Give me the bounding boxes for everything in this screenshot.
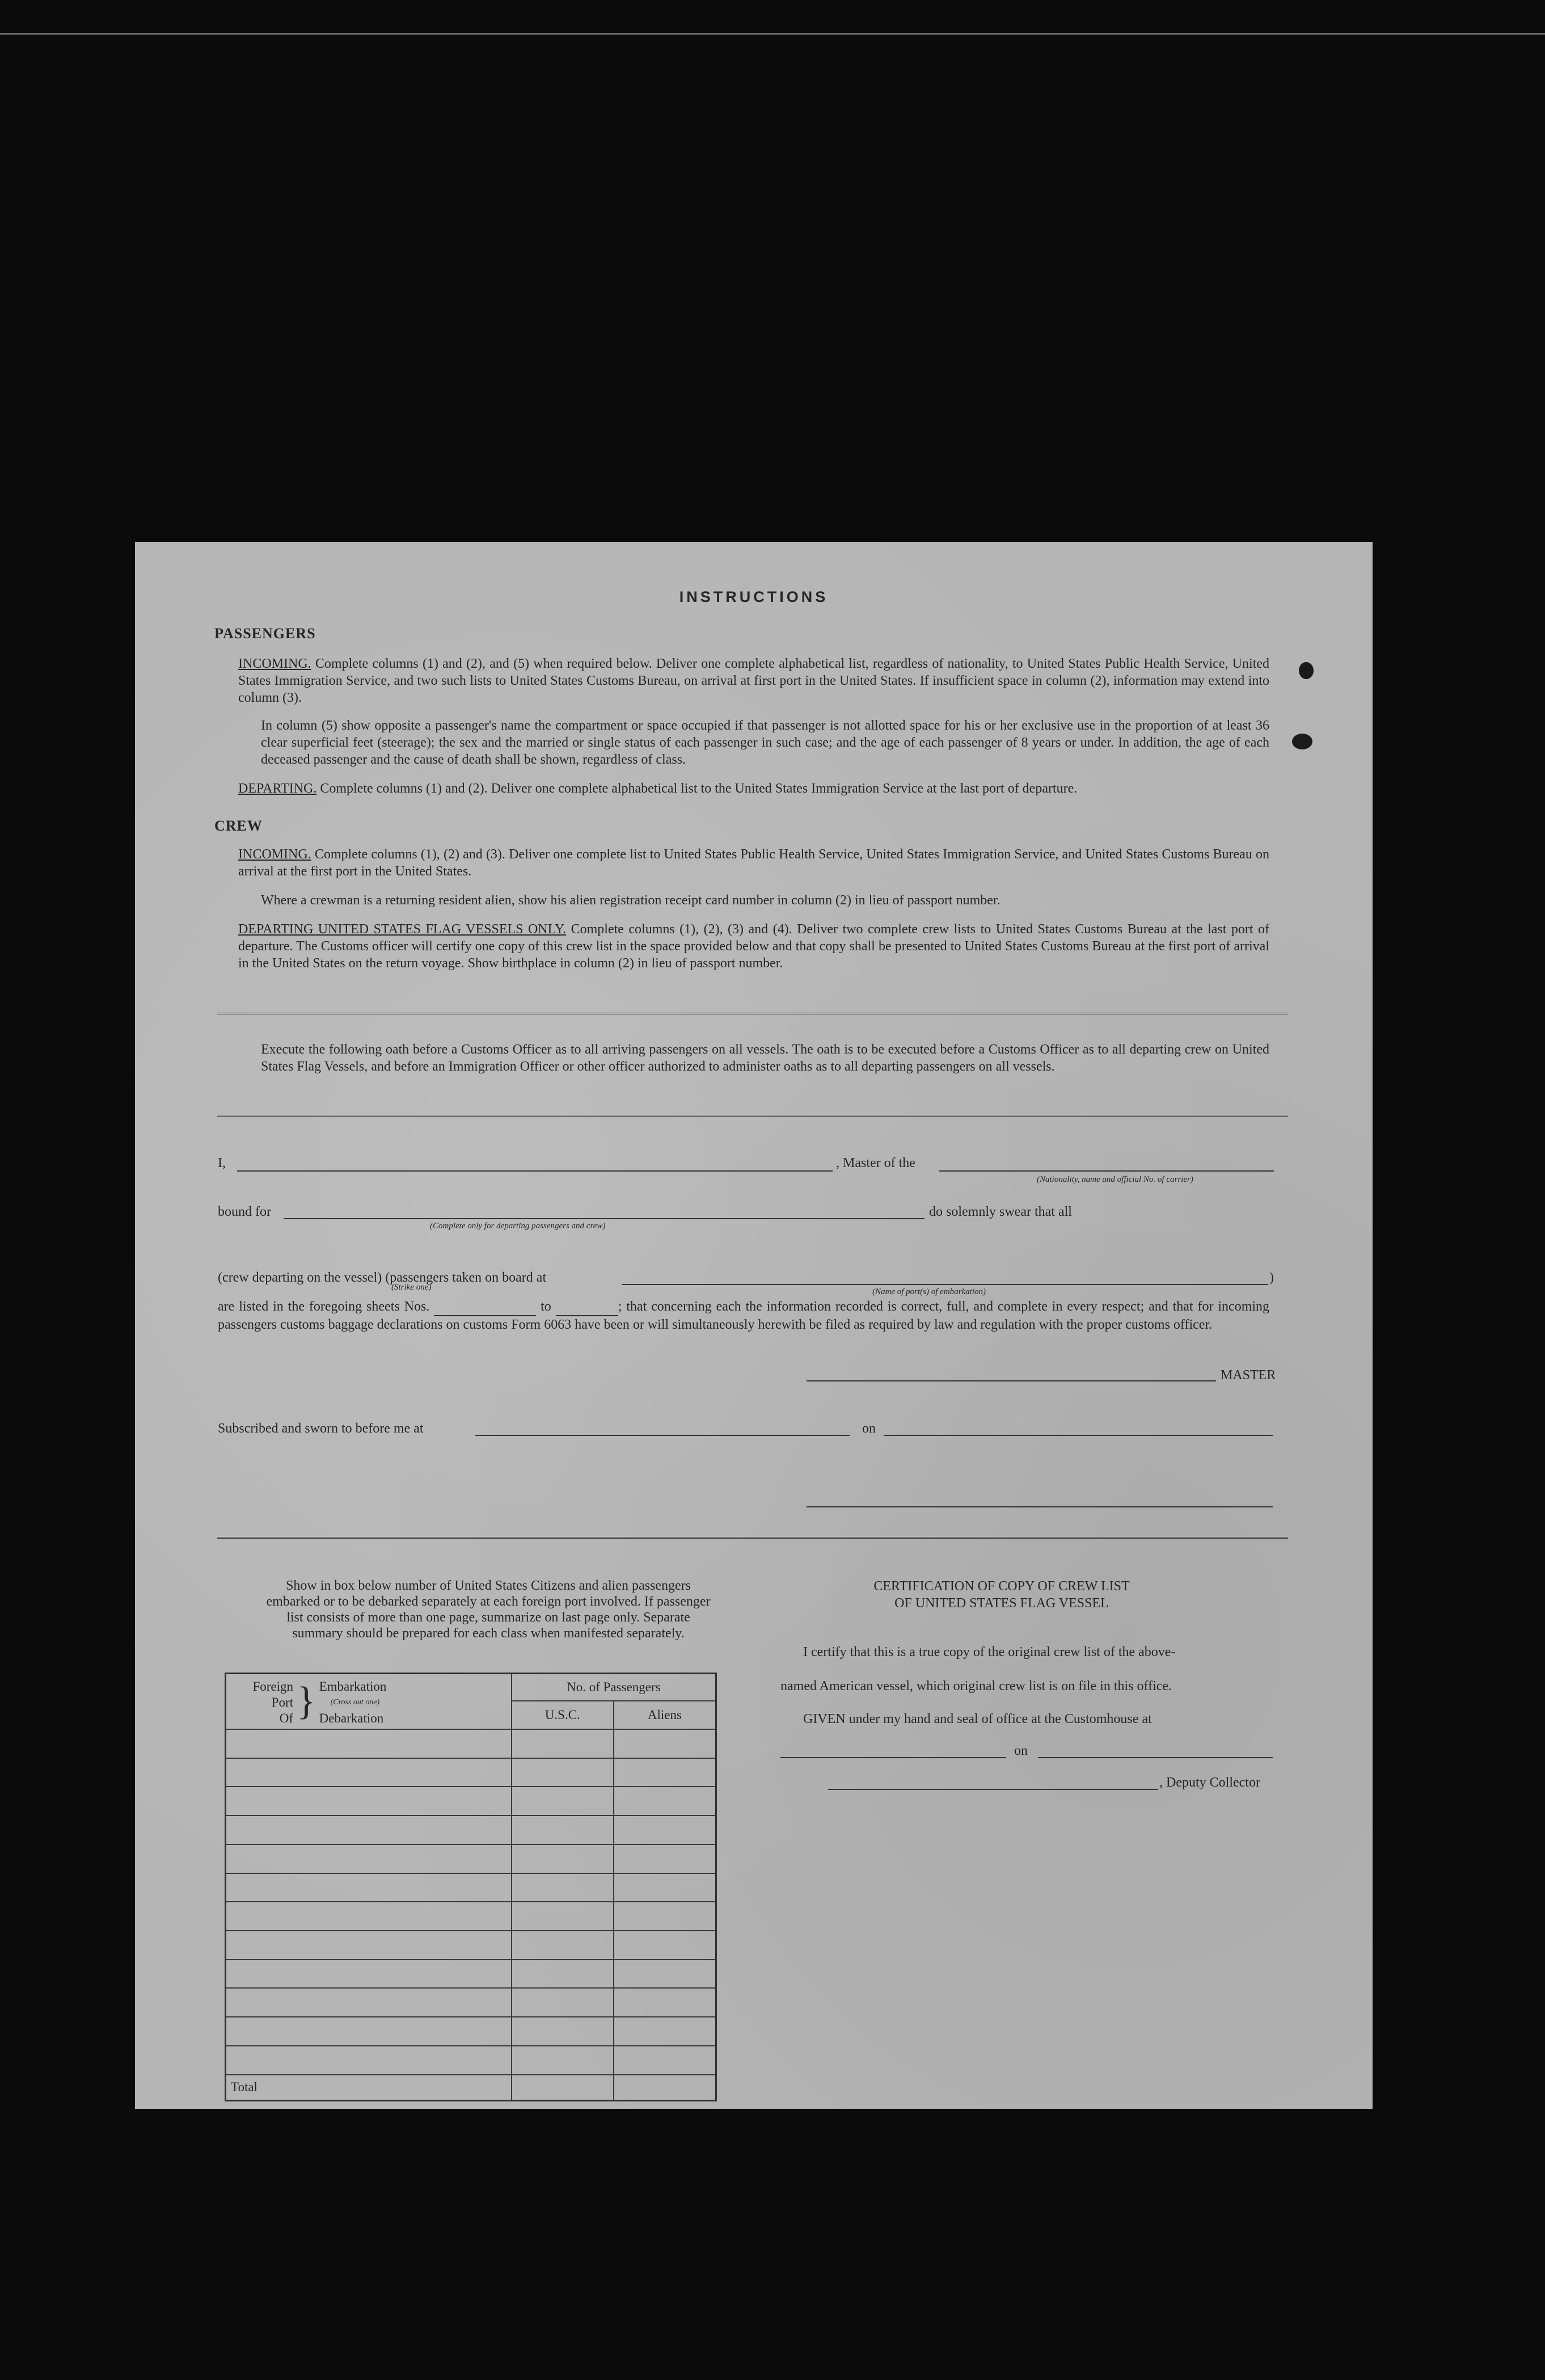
foreign-label: Foreign bbox=[252, 1679, 293, 1694]
cert-on-label: on bbox=[1014, 1743, 1028, 1758]
total-label: Total bbox=[226, 2075, 512, 2101]
bound-for-field[interactable] bbox=[284, 1218, 925, 1219]
summary-row[interactable] bbox=[226, 1787, 716, 1815]
brace-icon: } bbox=[297, 1679, 316, 1723]
port-label: Port bbox=[271, 1695, 293, 1709]
passengers-incoming-text: Complete columns (1) and (2), and (5) when required below. Deliver one complete alphabetical list, regardless of nationality, to United States Public Health Service, United States Immigration Service, and two such lists to United States Customs Bureau, on arrival at first port in the United States. If insufficient space in column (2), information may extend into column (3). bbox=[238, 656, 1270, 705]
ink-spot bbox=[1292, 734, 1312, 749]
summary-row[interactable] bbox=[226, 1902, 716, 1931]
subscribed-place-field[interactable] bbox=[475, 1435, 850, 1436]
master-label: MASTER bbox=[1221, 1368, 1276, 1383]
passengers-departing-label: DEPARTING. bbox=[238, 781, 317, 796]
certification-title-line2: OF UNITED STATES FLAG VESSEL bbox=[894, 1596, 1109, 1611]
oath-instruction: Execute the following oath before a Customs Officer as to all arriving passengers on all vessels. The oath is to be executed before a Customs Officer as to all departing crew on United States Flag Vessels, and before an Immigration Officer or other officer authorized to administer oaths as to all departing passengers on all vessels. bbox=[261, 1042, 1269, 1074]
ink-spot bbox=[1299, 662, 1314, 679]
port-header-cell bbox=[226, 1674, 512, 1730]
swear-label: do solemnly swear that all bbox=[929, 1204, 1072, 1219]
summary-row[interactable] bbox=[226, 2046, 716, 2075]
debarkation-label[interactable]: Debarkation bbox=[319, 1711, 384, 1725]
passengers-title: PASSENGERS bbox=[214, 625, 316, 642]
foreign-port-of bbox=[231, 1679, 293, 1726]
crew-resident-alien-text: Where a crewman is a returning resident alien, show his alien registration receipt card number in column (2) in lieu of passport number. bbox=[261, 893, 1001, 908]
carrier-caption: (Nationality, name and official No. of carrier) bbox=[1037, 1175, 1193, 1184]
crew-title: CREW bbox=[214, 818, 263, 834]
summary-row[interactable] bbox=[226, 1931, 716, 1960]
listed-prefix: are listed in the foregoing sheets Nos. bbox=[218, 1299, 430, 1314]
officer-signature-field[interactable] bbox=[807, 1506, 1273, 1507]
divider-rule bbox=[217, 1013, 1288, 1014]
passengers-departing-text: Complete columns (1) and (2). Deliver one complete alphabetical list to the United States Immigration Service at the last port of departure. bbox=[320, 781, 1078, 796]
summary-row[interactable] bbox=[226, 2017, 716, 2046]
subscribed-date-field[interactable] bbox=[884, 1435, 1273, 1436]
crew-flag-vessels bbox=[238, 921, 1269, 972]
bound-for-caption: (Complete only for departing passengers and crew) bbox=[430, 1221, 606, 1231]
total-aliens-cell[interactable] bbox=[614, 2075, 716, 2101]
total-usc-cell[interactable] bbox=[512, 2075, 614, 2101]
summary-header-row bbox=[226, 1674, 716, 1730]
crew-passengers-label: (crew departing on the vessel) (passengers taken on board at bbox=[218, 1270, 547, 1285]
given-line: GIVEN under my hand and seal of office at the Customhouse at bbox=[803, 1712, 1152, 1726]
summary-instruction: Show in box below number of United States Citizens and alien passengers embarked or to be debarked separately at each foreign port involved. If passenger list consists of more than one page, summarize on last page only. Separate summary should be prepared for each class when manifested separately. bbox=[266, 1578, 711, 1641]
embarkation-ports-field[interactable] bbox=[622, 1284, 1268, 1285]
passengers-column5-text: In column (5) show opposite a passenger's name the compartment or space occupied if that passenger is not allotted space for his or her exclusive use in the proportion of at least 36 clear superficial feet (steerage); the sex and the married or single status of each passenger in such case; and the age of each passenger of 8 years or under. In addition, the age of each deceased passenger and the cause of death shall be shown, regardless of class. bbox=[261, 718, 1269, 767]
strike-caption: (Strike one) bbox=[391, 1283, 432, 1292]
master-of-label: , Master of the bbox=[836, 1156, 915, 1170]
cert-date-field[interactable] bbox=[1038, 1757, 1273, 1758]
sheet-from-field[interactable] bbox=[434, 1298, 536, 1316]
master-signature-field[interactable] bbox=[807, 1380, 1216, 1381]
divider-rule bbox=[217, 1537, 1288, 1539]
aliens-label: Aliens bbox=[647, 1708, 682, 1722]
listed-to: to bbox=[541, 1299, 551, 1314]
summary-row[interactable] bbox=[226, 1815, 716, 1844]
passenger-summary-table bbox=[225, 1673, 717, 2101]
passengers-incoming bbox=[238, 655, 1269, 706]
usc-label: U.S.C. bbox=[512, 1701, 614, 1729]
crew-incoming-label: INCOMING. bbox=[238, 847, 311, 862]
film-edge-line bbox=[0, 33, 1545, 35]
master-name-field[interactable] bbox=[237, 1170, 833, 1172]
summary-total-row bbox=[226, 2075, 716, 2101]
carrier-field[interactable] bbox=[939, 1170, 1274, 1172]
no-passengers-label: No. of Passengers bbox=[512, 1674, 715, 1701]
passengers-header-cell bbox=[512, 1674, 716, 1730]
summary-row[interactable] bbox=[226, 1960, 716, 1989]
summary-row[interactable] bbox=[226, 1844, 716, 1873]
certification-title-line1: CERTIFICATION OF COPY OF CREW LIST bbox=[873, 1579, 1130, 1594]
embark-debark bbox=[319, 1679, 387, 1726]
embarkation-label[interactable]: Embarkation bbox=[319, 1679, 387, 1694]
bound-for-label: bound for bbox=[218, 1204, 271, 1219]
document-page bbox=[135, 542, 1373, 2109]
deputy-collector-label: , Deputy Collector bbox=[1159, 1775, 1260, 1790]
divider-rule bbox=[217, 1115, 1288, 1117]
sheet-to-field[interactable] bbox=[556, 1298, 618, 1316]
crew-incoming-text: Complete columns (1), (2) and (3). Deliver one complete list to United States Public Health Service, United States Immigration Service, and United States Customs Bureau on arrival at the first port in the United States. bbox=[238, 847, 1270, 879]
certify-line2: named American vessel, which original crew list is on file in this office. bbox=[780, 1679, 1172, 1694]
customhouse-field[interactable] bbox=[780, 1757, 1006, 1758]
summary-row[interactable] bbox=[226, 1758, 716, 1787]
summary-row[interactable] bbox=[226, 1729, 716, 1758]
passengers-incoming-label: INCOMING. bbox=[238, 656, 311, 671]
of-label: Of bbox=[279, 1711, 293, 1725]
cross-out-caption: (Cross out one) bbox=[330, 1698, 380, 1707]
listed-sheets-text bbox=[218, 1298, 1269, 1333]
page-heading: INSTRUCTIONS bbox=[679, 588, 829, 605]
crew-flag-text: Complete columns (1), (2), (3) and (4). Deliver two complete crew lists to United States Customs Bureau at the last port of departure. The Customs officer will certify one copy of this crew list in the space provided below and that copy shall be presented to United States Customs Bureau at the first port of arrival in the United States on the return voyage. Show birthplace in column (2) in lieu of passport number. bbox=[238, 922, 1269, 971]
crew-incoming bbox=[238, 846, 1269, 880]
crew-flag-label: DEPARTING UNITED STATES FLAG VESSELS ONLY. bbox=[238, 922, 567, 937]
subscribed-on-label: on bbox=[862, 1421, 876, 1436]
listed-rest: ; that concerning each the information recorded is correct, full, and complete in every respect; and that for incoming passengers customs baggage declarations on customs Form 6063 have been or will simultaneously herewith be filed as required by law and regulation with the proper customs officer. bbox=[218, 1299, 1270, 1332]
ports-caption: (Name of port(s) of embarkation) bbox=[872, 1287, 986, 1296]
oath-i-label: I, bbox=[218, 1156, 226, 1170]
certify-line1: I certify that this is a true copy of the original crew list of the above- bbox=[803, 1645, 1176, 1659]
deputy-signature-field[interactable] bbox=[828, 1789, 1158, 1790]
subscribed-label: Subscribed and sworn to before me at bbox=[218, 1421, 424, 1436]
close-paren: ) bbox=[1269, 1270, 1274, 1285]
summary-row[interactable] bbox=[226, 1988, 716, 2017]
summary-row[interactable] bbox=[226, 1873, 716, 1902]
passengers-departing bbox=[238, 780, 1269, 797]
